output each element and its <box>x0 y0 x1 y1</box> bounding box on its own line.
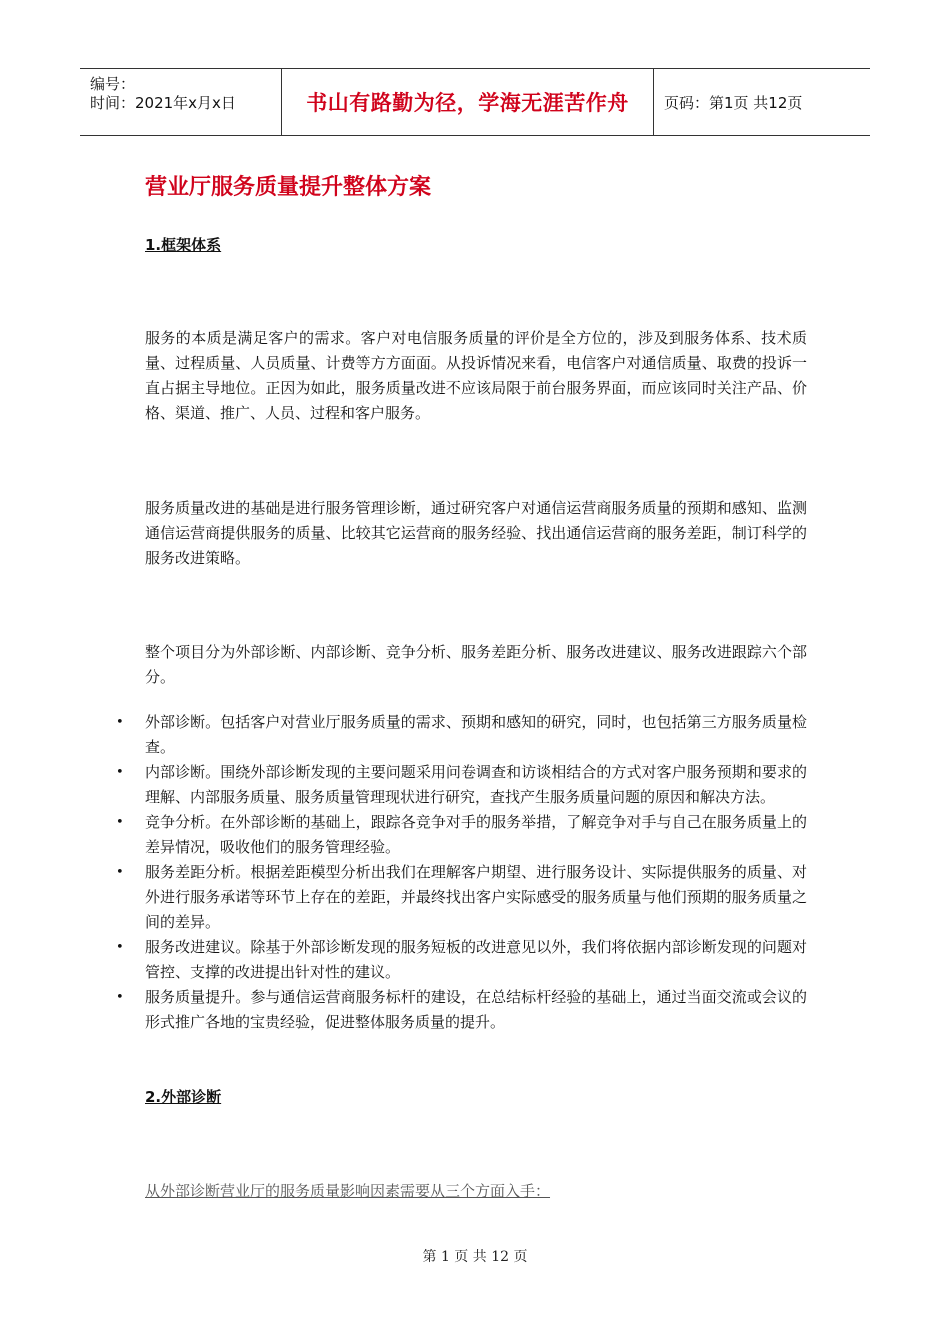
bullet-icon: • <box>116 765 124 780</box>
paragraph-improvement-basis: 服务质量改进的基础是进行服务管理诊断，通过研究客户对通信运营商服务质量的预期和感知、监测通信运营商提供服务的质量、比较其它运营商的服务经验、找出通信运营商的服务差距，制订科学的服务改进策略。 <box>145 499 807 567</box>
list-item <box>0 935 807 985</box>
section-heading-external-diagnosis: 2.外部诊断 <box>145 1088 222 1106</box>
list-item <box>0 810 807 860</box>
list-item-text: 竞争分析。在外部诊断的基础上，跟踪各竞争对手的服务举措，了解竞争对手与自己在服务质量上的差异情况，吸收他们的服务管理经验。 <box>145 813 807 856</box>
page-header <box>80 68 870 136</box>
time-label: 时间：2021年x月x日 <box>90 94 236 112</box>
bullet-icon: • <box>116 865 124 880</box>
header-motto: 书山有路勤为径，学海无涯苦作舟 <box>282 69 654 135</box>
document-title: 营业厅服务质量提升整体方案 <box>145 175 432 200</box>
paragraph-project-parts: 整个项目分为外部诊断、内部诊断、竞争分析、服务差距分析、服务改进建议、服务改进跟踪六个部分。 <box>145 643 807 686</box>
bullet-icon: • <box>116 815 124 830</box>
list-item-text: 服务质量提升。参与通信运营商服务标杆的建设，在总结标杆经验的基础上，通过当面交流或会议的形式推广各地的宝贵经验，促进整体服务质量的提升。 <box>145 988 807 1031</box>
serial-number-label: 编号： <box>90 75 136 93</box>
list-item <box>0 860 807 935</box>
list-item-text: 服务差距分析。根据差距模型分析出我们在理解客户期望、进行服务设计、实际提供服务的质量、对外进行服务承诺等环节上存在的差距，并最终找出客户实际感受的服务质量与他们预期的服务质量之间的差异。 <box>145 863 807 931</box>
external-diagnosis-intro: 从外部诊断营业厅的服务质量影响因素需要从三个方面入手： <box>145 1182 551 1200</box>
list-item-text: 外部诊断。包括客户对营业厅服务质量的需求、预期和感知的研究，同时，也包括第三方服务质量检查。 <box>145 713 807 756</box>
bullet-icon: • <box>116 940 124 955</box>
page-footer: 第 1 页 共 12 页 <box>422 1249 528 1265</box>
list-item-text: 服务改进建议。除基于外部诊断发现的服务短板的改进意见以外，我们将依据内部诊断发现的问题对管控、支撑的改进提出针对性的建议。 <box>145 938 807 981</box>
project-parts-list <box>0 710 807 1035</box>
list-item-text: 内部诊断。围绕外部诊断发现的主要问题采用问卷调查和访谈相结合的方式对客户服务预期和要求的理解、内部服务质量、服务质量管理现状进行研究，查找产生服务质量问题的原因和解决方法。 <box>145 763 807 806</box>
bullet-icon: • <box>116 715 124 730</box>
list-item <box>0 985 807 1035</box>
paragraph-service-essence: 服务的本质是满足客户的需求。客户对电信服务质量的评价是全方位的，涉及到服务体系、技术质量、过程质量、人员质量、计费等方方面面。从投诉情况来看，电信客户对通信质量、取费的投诉一直占据主导地位。正因为如此，服务质量改进不应该局限于前台服务界面，而应该同时关注产品、价格、渠道、推广、人员、过程和客户服务。 <box>145 329 807 422</box>
header-meta <box>80 69 282 135</box>
list-item <box>0 710 807 760</box>
section-heading-framework: 1.框架体系 <box>145 236 222 254</box>
list-item <box>0 760 807 810</box>
bullet-icon: • <box>116 990 124 1005</box>
header-page-info: 页码：第1页 共12页 <box>664 93 803 112</box>
